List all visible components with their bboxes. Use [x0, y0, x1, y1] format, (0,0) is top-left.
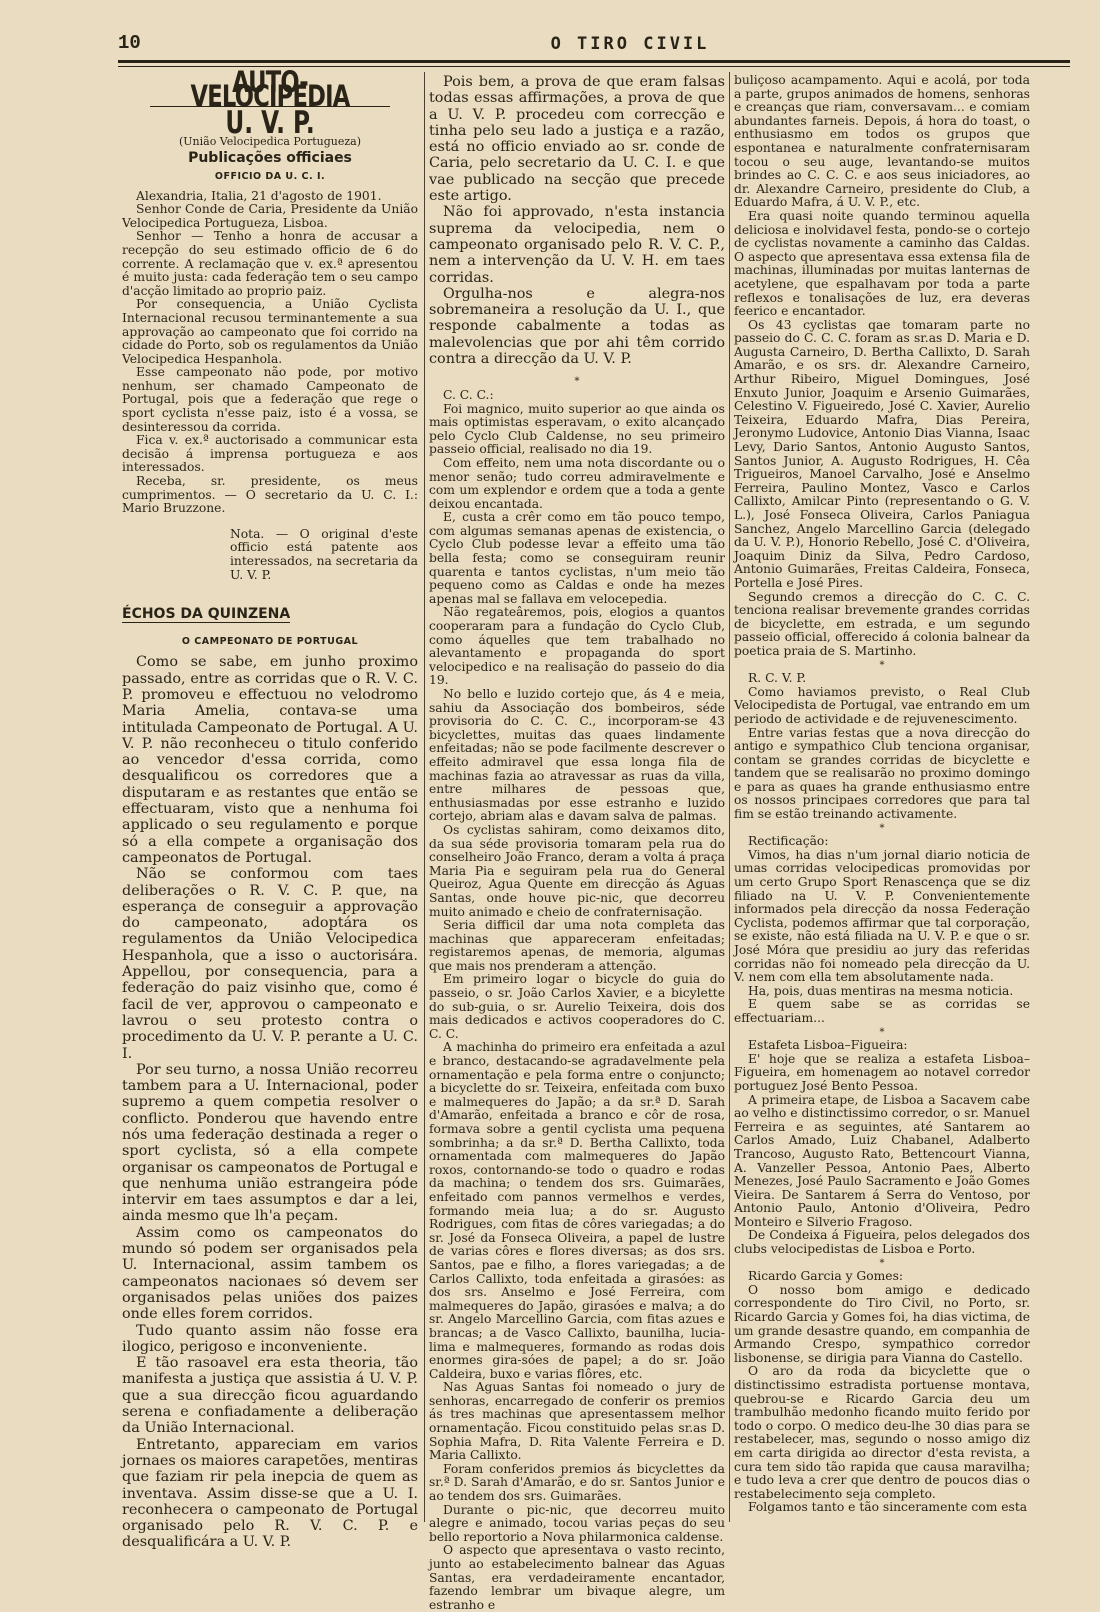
paragraph: Como se sabe, em junho proximo passado, entre as corridas que o R. V. C. P. promoveu e effectuou no velodromo Maria Amelia, contava-se uma intitulada Campeonato de Portugal. A U. V. P. não reconheceu o titulo conferido ao vencedor d'essa corrida, como desqualificou os corredores que a disputaram e as restantes que então se effectuaram, visto que a nenhuma foi applicado o seu regulamento e porque só a ella compete a organisação dos campeonatos de Portugal. [122, 654, 418, 866]
paragraph: Durante o pic-nic, que decorreu muito alegre e animado, tocou varias peças do seu bello reportorio a Nova philarmonica caldense. [429, 1502, 725, 1544]
column-divider [729, 72, 730, 1522]
paragraph: Receba, sr. presidente, os meus cumprimentos. — O secretario da U. C. I.: Mario Bruzzone. [122, 474, 418, 516]
uvp-title: U. V. P. [225, 105, 315, 142]
paragraph: buliçoso acampamento. Aqui e acolá, por toda a parte, grupos animados de homens, senhoras e creanças que riam, conversavam... e comiam abundantes farneis. Depois, á hora do toast, o enthusiasmo em todos os grupos que espontanea e naturalmente confraternisaram tocou o seu auge, levantando-se muitos brindes ao C. C. C. e aos seus iniciadores, ao dr. Alexandre Carneiro, presidente do Club, a Eduardo Mafra, á U. V. P., etc. [734, 73, 1030, 210]
paragraph: Ha, pois, duas mentiras na mesma noticia. [748, 983, 1014, 998]
paragraph: Orgulha-nos e alegra-nos sobremaneira a resolução da U. I., que responde cabalmente a todas as malevolencias que por ahi têm corrido contra a direcção da U. V. P. [429, 285, 725, 368]
page-number: 10 [118, 32, 141, 54]
paragraph: Folgamos tanto e tão sinceramente com esta [748, 1500, 1028, 1515]
paragraph: Senhor Conde de Caria, Presidente da União Velocipedica Portugueza, Lisboa. [122, 202, 418, 230]
paragraph: Era quasi noite quando terminou aquella deliciosa e inolvidavel festa, pondo-se o cortejo de cyclistas novamente a caminho das Caldas. O aspecto que apresentava essa extensa fila de machinas, illuminadas por muitas lanternas de acetylene, que espalhavam por toda a parte reflexos e tonalisações de luz, era deveras feerico e encantador. [734, 208, 1030, 319]
paragraph: O aspecto que apresentava o vasto recinto, junto ao estabelecimento balnear das Aguas Santas, era verdadeiramente encantador, fazendo lembrar um bivaque alegre, um estranho e [429, 1543, 725, 1612]
paragraph: A machinha do primeiro era enfeitada a azul e branco, destacando-se agradavelmente pela ornamentação e pela forma entre o conjuncto; a bicyclette do sr. Teixeira, enfeitada com buxo e malmequeres do Japão; a da sr.ª D. Sarah d'Amarão, enfeitada a branco e côr de rosa, formava sobre a gentil cyclista uma pequena sombrinha; a da sr.ª D. Bertha Callixto, toda ornamentada com malmequeres do Japão roxos, contornando-se todo o quadro e rodas da machina; o tendem dos srs. Guimarães, enfeitado com pannos vermelhos e verdes, formando meia lua; a do sr. Augusto Rodrigues, com fitas de côres variegadas; a do sr. José da Fonseca Oliveira, a papel de lustre de varias côres e flores diversas; as dos srs. Santos, pae e filho, a flores variegadas; a de Carlos Callixto, toda enfeitada a girasóes: as dos srs. Anselmo e José Ferreira, com malmequeres do Japão, girasóes e malva; a do sr. Angelo Marcellino Garcia, com fitas azues e brancas; a de Vasco Callixto, baunilha, lucia-lima e malmequeres, formando as rodas dois enormes gira-sóes de papel; a do sr. João Caldeira, buxo e varias flôres, etc. [429, 1040, 725, 1381]
paragraph: E' hoje que se realiza a estafeta Lisboa–Figueira, em homenagem ao notavel corredor portuguez José Bento Pessoa. [734, 1051, 1030, 1093]
masthead-title: O TIRO CIVIL [550, 34, 710, 54]
paragraph: Pois bem, a prova de que eram falsas todas essas affirmações, a prova de que a U. V. P. procedeu com correcção e tinha pelo seu lado a justiça e a razão, está no officio enviado ao sr. conde de Caria, pelo secretario da U. C. I. e que vae publicado na secção que precede este artigo. [429, 74, 725, 205]
paragraph: Não regateâremos, pois, elogios a quantos cooperaram para a fundação do Cyclo Club, como áquelles que tem trabalhado no alevantamento e propaganda do sport velocipedico e na realisação do passeio do dia 19. [429, 605, 725, 688]
subheading: Rectificação: [748, 834, 829, 849]
paragraph: Com effeito, nem uma nota discordante ou o menor senão; tudo correu admiravelmente e com um explendor e ordem que a toda a gente deixou encantada. [429, 455, 725, 511]
paragraph: Fica v. ex.ª auctorisado a communicar esta decisão á imprensa portugueza e aos interessados. [122, 433, 418, 475]
separator-star: * [574, 376, 580, 388]
note: Nota. — O original d'este officio está patente aos interessados, na secretaria da U. V. P. [230, 526, 418, 582]
officio-label: OFFICIO DA U. C. I. [214, 170, 326, 182]
separator-star: * [879, 1257, 885, 1269]
column-divider [424, 72, 425, 1522]
paragraph: Em primeiro logar o bicycle do guia do passeio, o sr. João Carlos Xavier, e a bicylette do sub-guia, o sr. Aurelio Teixeira, dois dos mais dedicados e activos cooperadores do C. C. C. [429, 972, 725, 1041]
campeonato-heading: O CAMPEONATO DE PORTUGAL [181, 635, 359, 647]
paragraph: Alexandria, Italia, 21 d'agosto de 1901. [136, 188, 382, 203]
separator-star: * [879, 1026, 885, 1038]
paragraph: Vimos, ha dias n'um jornal diario noticia de umas corridas velocipedicas promovidas por um certo Grupo Sport Renascença que se diz filiado na U. V. P. Convenientemente informados pela direcção da nossa Federação Cyclista, podemos affirmar que tal corporação, se existe, não está filiada na U. V. P. e que o sr. José Móra que presidiu ao jury das referidas corridas não foi nomeado pela direcção da U. V. nem com ella tem absolutamente nada. [734, 847, 1030, 985]
separator-star: * [879, 822, 885, 834]
paragraph: Não se conformou com taes deliberações o R. V. C. P. que, na esperança de conseguir a approvação do campeonato, adoptára os regulamentos da União Velocipedica Hespanhola, que a isso o auctorisára. Appellou, por consequencia, para a federação do paiz visinho que, como é facil de ver, approvou o campeonato e lavrou o seu protesto contra o procedimento da U. V. P. perante a U. C. I. [122, 866, 418, 1062]
paragraph: Assim como os campeonatos do mundo só podem ser organisados pela U. Internacional, assim tambem os campeonatos nacionaes só devem ser organisados pelas uniões dos paizes onde elles forem corridos. [122, 1224, 418, 1323]
paragraph: No bello e luzido cortejo que, ás 4 e meia, sahiu da Associação dos bombeiros, séde provisoria do C. C. C., incorporam-se 43 bicyclettes, muitas das quaes lindamente enfeitadas; não se pode facilmente descrever o effeito admiravel que essa longa fila de machinas fazia ao atravessar as ruas da villa, entre milhares de pessoas que, enthusiasmadas por esse estranho e luzido cortejo, abriam alas e davam salva de palmas. [429, 687, 725, 824]
subheading: R. C. V. P. [748, 671, 807, 686]
subheading: C. C. C.: [443, 387, 494, 402]
paragraph: Não foi approvado, n'esta instancia suprema da velocipedia, nem o campeonato organisado pelo R. V. C. P., nem a intervenção da U. V. H. em taes corridas. [429, 204, 725, 286]
paragraph: De Condeixa á Figueira, pelos delegados dos clubs velocipedistas de Lisboa e Porto. [734, 1228, 1030, 1257]
subheading: Ricardo Garcia y Gomes: [748, 1269, 904, 1284]
paragraph: Seria difficil dar uma nota completa das machinas que appareceram enfeitadas; registaremos apenas, de memoria, algumas que mais nos prenderam a attenção. [429, 918, 725, 973]
paragraph: Esse campeonato não pode, por motivo nenhum, ser chamado Campeonato de Portugal, pois que a federação que rege o sport cyclista n'esse paiz, isto é a vossa, se desinteressou da corrida. [122, 365, 418, 434]
paragraph: Por consequencia, a União Cyclista Internacional recusou terminantemente a sua approvação ao campeonato que foi corrido na cidade do Porto, sob os regulamentos da União Velocipedica Hespanhola. [122, 297, 418, 366]
paragraph: Por seu turno, a nossa União recorreu tambem para a U. Internacional, poder supremo a quem competia resolver o conflicto. Ponderou que havendo entre nós uma federação destinada a reger o sport cyclista, só a ella compete organisar os campeonatos de Portugal e que nenhuma união estrangeira póde intervir em taes assumptos e dar a lei, ainda mesmo que lh'a peçam. [122, 1061, 418, 1225]
paragraph: Foram conferidos premios ás bicyclettes da sr.ª D. Sarah d'Amarão, e do sr. Santos Junior e ao tendem dos srs. Guimarães. [429, 1461, 725, 1504]
paragraph: Tudo quanto assim não fosse era ilogico, perigoso e inconveniente. [122, 1322, 418, 1355]
paragraph: Segundo cremos a direcção do C. C. C. tenciona realisar brevemente grandes corridas de bicyclette, em estrada, e um segundo passeio official, offerecido á colonia balnear da poetica praia de S. Martinho. [734, 589, 1030, 658]
column-2 [429, 74, 725, 1612]
publications-heading: Publicações officiaes [188, 150, 352, 167]
separator-star: * [879, 659, 885, 671]
paragraph: Como haviamos previsto, o Real Club Velocipedista de Portugal, vae entrando em um periodo de actividade e de rejuvenescimento. [734, 684, 1030, 726]
column-3 [734, 74, 1030, 1524]
paragraph: Senhor — Tenho a honra de accusar a recepção do seu estimado officio de 6 do corrente. A reclamação que v. ex.ª apresentou é muito justa: cada federação tem o seu campo d'acção limitado ao proprio paiz. [122, 229, 418, 298]
paragraph: Foi magnico, muito superior ao que ainda os mais optimistas esperavam, o exito alcançado pelo Cyclo Club Caldense, no seu primeiro passeio official, realisado no dia 19. [429, 401, 725, 457]
uvp-subtitle: (União Velocipedica Portugueza) [178, 134, 362, 148]
column-1 [122, 65, 418, 1551]
paragraph: E, custa a crêr como em tão pouco tempo, com algumas semanas apenas de existencia, o Cyclo Club podesse levar a effeito uma tão bella festa; como se conseguiram reunir quarenta e tantos cyclistas, n'um meio tão pequeno como as Caldas e onde ha mezes apenas mal se fallava em velocepedia. [429, 510, 725, 606]
paragraph: Os 43 cyclistas qae tomaram parte no passeio do C. C. C. foram as sr.as D. Maria e D. Augusta Carneiro, D. Bertha Callixto, D. Sarah Amarão, e os srs. dr. Alexandre Carneiro, Arthur Ribeiro, Miguel Domingues, José Enxuto Junior, Joaquim e Arsenio Guimarães, Celestino V. Figueiredo, José C. Xavier, Aurelio Teixeira, Eduardo Mafra, Dias Pereira, Jeronymo Ludovice, Antonio Dias Vianna, Isaac Levy, Dario Santos, Antonio Augusto Santos, Santos Junior, A. Augusto Rodrigues, H. Cêa Trigueiros, Manoel Carvalho, José e Anselmo Ferreira, Paulino Montez, Vasco e Carlos Callixto, Amilcar Pinto (representando o G. V. L.), José Fonseca Oliveira, Carlos Paniagua Sanchez, Angelo Marcellino Garcia (delegado da U. V. P.), Honorio Rebello, José C. d'Oliveira, Joaquim Diniz da Silva, Pedro Cardoso, Antonio Guimarães, Freitas Caldeira, Fonseca, Portella e José Pires. [734, 317, 1030, 590]
paragraph: O nosso bom amigo e dedicado correspondente do Tiro Civil, no Porto, sr. Ricardo Garcia y Gomes foi, ha dias victima, de um grande desastre quando, em companhia de Armando Crespo, sympathico corredor lisbonense, se dirigia para Vianna do Castello. [734, 1282, 1030, 1365]
paragraph: Entre varias festas que a nova direcção do antigo e sympathico Club tenciona organisar, contam se grandes corridas de bicyclette e tandem que se realisarão no proximo domingo e para as quaes ha grande enthusiasmo entre os nossos principaes corredores que para tal fim se estão treinando activamente. [734, 725, 1030, 822]
paragraph: Nas Aguas Santas foi nomeado o jury de senhoras, encarregado de conferir os premios ás tres machinas que apresentassem melhor ornamentação. Ficou constituido pelas sr.as D. Sophia Mafra, D. Rita Valente Ferreira e D. Maria Callixto. [429, 1380, 725, 1463]
paragraph: O aro da roda da bicyclette que o distinctissimo estradista portuense montava, quebrou-se e Ricardo Garcia deu um trambulhão medonho ficando muito ferido por todo o corpo. O medico deu-lhe 30 dias para se restabelecer, mas, segundo o nosso amigo diz em carta dirigida ao director d'esta revista, a cura tem sido tão rapida que causa maravilha; e tudo leva a crer que dentro de poucos dias o restabelecimento seja completo. [734, 1364, 1030, 1501]
section-title: AUTO-VELOCIPEDIA [190, 65, 350, 113]
header-rule [118, 60, 1070, 63]
paragraph: E tão rasoavel era esta theoria, tão manifesta a justiça que assistia á U. V. P. que a sua direcção ficou aguardando serena e confiadamente a deliberação da União Internacional. [122, 1355, 418, 1437]
echos-heading: ÉCHOS DA QUINZENA [122, 606, 291, 623]
paragraph: Os cyclistas sahiram, como deixamos dito, da sua séde provisoria tomaram pela rua do conselheiro João Franco, deram a volta á praça Maria Pia e seguiram pela rua do General Queiroz, Agua Quente em direcção ás Aguas Santas, onde houve pic-nic, que decorreu muito animado e cheio de confraternisação. [429, 822, 725, 919]
paragraph: E quem sabe se as corridas se effectuariam... [734, 997, 1030, 1025]
paragraph: Entretanto, appareciam em varios jornaes os maiores carapetões, mentiras que faziam rir pela inepcia de quem as inventava. Assim disse-se que a U. I. reconhecera o campeonato de Portugal organisado pelo R. V. C. P. e desqualificára a U. V. P. [122, 1436, 418, 1551]
paragraph: A primeira etape, de Lisboa a Sacavem cabe ao velho e distinctissimo corredor, o sr. Manuel Ferreira e as seguintes, até Santarem ao Carlos Amado, Luiz Chabanel, Adalberto Trancoso, Augusto Rato, Bettencourt Vianna, A. Vanzeller Pessoa, Antonio Paes, Alberto Menezes, José Paulo Sacramento e João Gomes Vieira. De Santarem á Serra do Ventoso, por Antonio Paulo, Antonio d'Oliveira, Pedro Monteiro e Silverio Fragoso. [734, 1092, 1030, 1229]
subheading: Estafeta Lisboa–Figueira: [748, 1038, 908, 1053]
